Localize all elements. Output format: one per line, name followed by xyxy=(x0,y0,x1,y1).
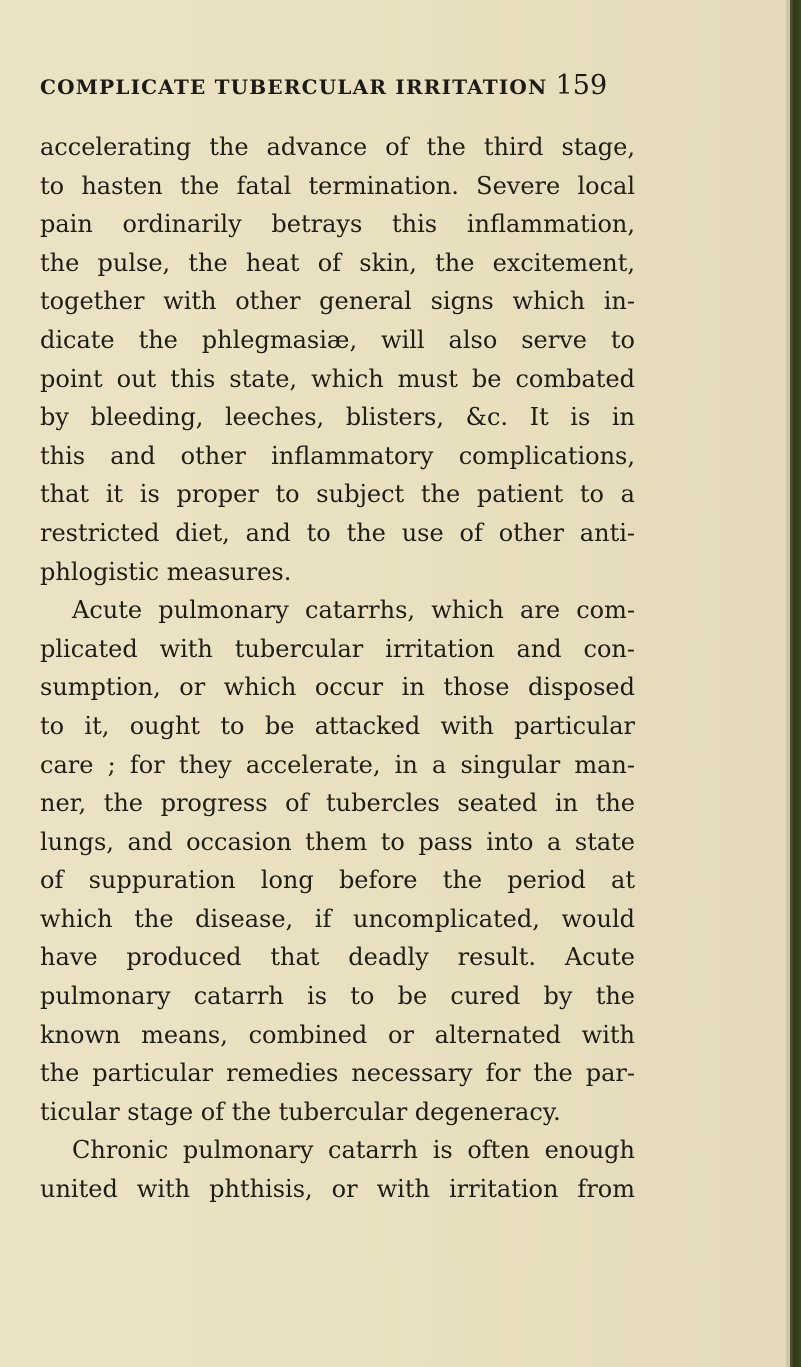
text-line: united with phthisis, or with irritation from xyxy=(40,1175,635,1204)
running-head xyxy=(40,70,640,110)
text-line: that it is proper to subject the patient to a xyxy=(40,480,635,509)
text-line: Chronic pulmonary catarrh is often enough xyxy=(72,1136,635,1165)
text-line: ticular stage of the tubercular degeneracy. xyxy=(40,1097,561,1126)
text-line: point out this state, which must be combated xyxy=(40,364,635,393)
page-number: 159 xyxy=(555,70,608,101)
text-line: which the disease, if uncomplicated, would xyxy=(40,904,635,933)
text-line: have produced that deadly result. Acute xyxy=(40,943,635,972)
text-line: accelerating the advance of the third stage, xyxy=(40,133,635,161)
text-line: known means, combined or alternated with xyxy=(40,1020,635,1049)
text-line: by bleeding, leeches, blisters, &c. It is in xyxy=(40,403,635,432)
text-line: sumption, or which occur in those disposed xyxy=(40,673,635,702)
text-line: Acute pulmonary catarrhs, which are com- xyxy=(72,596,635,625)
text-line: this and other inflammatory complications, xyxy=(40,441,635,470)
text-line: together with other general signs which in- xyxy=(40,287,635,316)
text-line: phlogistic measures. xyxy=(40,557,292,586)
text-line: to it, ought to be attacked with particular xyxy=(40,711,635,740)
text-line: care ; for they accelerate, in a singular man- xyxy=(40,750,635,779)
body-text xyxy=(40,128,635,1209)
text-line: lungs, and occasion them to pass into a state xyxy=(40,827,635,856)
text-line: the particular remedies necessary for the par- xyxy=(40,1059,635,1088)
running-head-title: COMPLICATE TUBERCULAR IRRITATION xyxy=(40,75,548,99)
book-binding-edge xyxy=(790,0,801,1367)
text-line: plicated with tubercular irritation and con- xyxy=(40,634,635,663)
text-line: of suppuration long before the period at xyxy=(40,866,635,895)
text-line: ner, the progress of tubercles seated in the xyxy=(40,789,635,818)
text-line: dicate the phlegmasiæ, will also serve to xyxy=(40,325,635,354)
text-line: restricted diet, and to the use of other anti- xyxy=(40,518,635,547)
text-line: to hasten the fatal termination. Severe local xyxy=(40,171,635,200)
text-line: the pulse, the heat of skin, the excitement, xyxy=(40,248,635,277)
text-line: pain ordinarily betrays this inflammation, xyxy=(40,210,635,239)
text-line: pulmonary catarrh is to be cured by the xyxy=(40,982,635,1011)
